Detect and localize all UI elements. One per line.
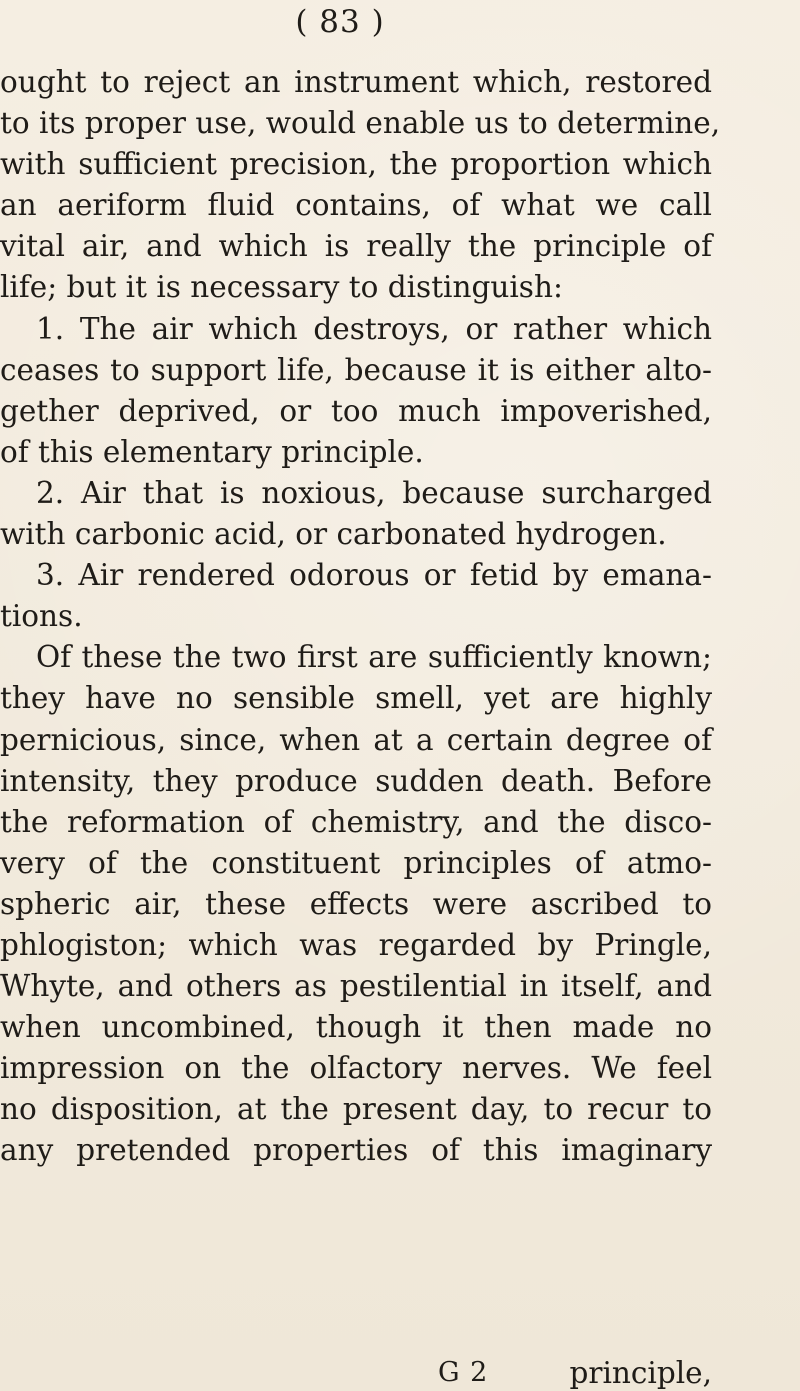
text-line: intensity, they produce sudden death. Before bbox=[0, 763, 712, 798]
text-line: of this elementary principle. bbox=[0, 434, 424, 469]
text-line: impression on the olfactory nerves. We feel bbox=[0, 1051, 712, 1086]
body-text bbox=[0, 62, 780, 1172]
text-line: vital air, and which is really the principle of bbox=[0, 229, 712, 264]
text-line: very of the constituent principles of atmo- bbox=[0, 845, 712, 880]
text-line: gether deprived, or too much impoverished, bbox=[0, 393, 712, 428]
text-line: pernicious, since, when at a certain degree of bbox=[0, 722, 712, 757]
text-line: spheric air, these effects were ascribed to bbox=[0, 886, 712, 921]
page-number: ( 83 ) bbox=[295, 4, 385, 40]
text-line: 1. The air which destroys, or rather which bbox=[36, 311, 712, 346]
text-line: life; but it is necessary to distinguish: bbox=[0, 270, 563, 305]
text-line: phlogiston; which was regarded by Pringle, bbox=[0, 927, 712, 962]
text-line: Of these the two first are sufficiently known; bbox=[36, 640, 712, 675]
text-line: Whyte, and others as pestilential in itself, and bbox=[0, 969, 712, 1004]
text-line: ceases to support life, because it is either alto- bbox=[0, 352, 712, 387]
text-line: 3. Air rendered odorous or fetid by emana- bbox=[36, 558, 712, 593]
text-line: no disposition, at the present day, to recur to bbox=[0, 1092, 712, 1127]
page-footer bbox=[0, 1355, 712, 1391]
text-line: ought to reject an instrument which, restored bbox=[0, 65, 712, 99]
text-line: 2. Air that is noxious, because surcharged bbox=[36, 475, 712, 510]
text-line: any pretended properties of this imaginary bbox=[0, 1133, 712, 1168]
text-line: the reformation of chemistry, and the disco- bbox=[0, 804, 712, 839]
text-line: with sufficient precision, the proportion which bbox=[0, 147, 712, 182]
text-line: they have no sensible smell, yet are highly bbox=[0, 681, 712, 716]
text-line: to its proper use, would enable us to determine, bbox=[0, 106, 721, 141]
catchword: principle, bbox=[569, 1356, 712, 1390]
text-line: with carbonic acid, or carbonated hydrogen. bbox=[0, 517, 667, 552]
text-line: an aeriform fluid contains, of what we call bbox=[0, 188, 712, 223]
signature-mark: G 2 bbox=[438, 1357, 489, 1388]
text-line: when uncombined, though it then made no bbox=[0, 1010, 712, 1045]
text-line: tions. bbox=[0, 599, 83, 634]
